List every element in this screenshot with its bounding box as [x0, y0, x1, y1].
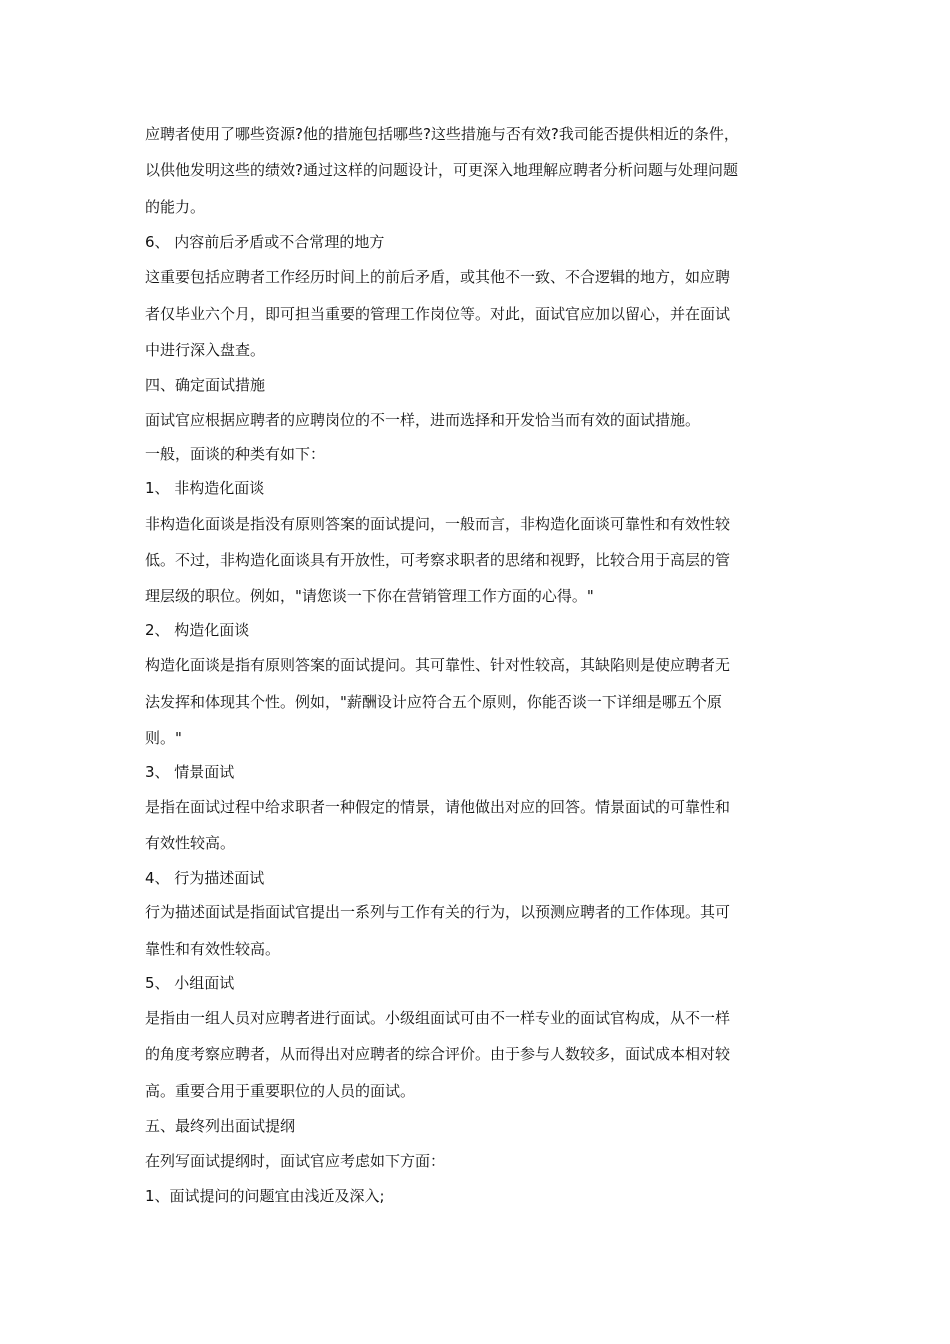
body-line: 行为描述面试是指面试官提出一系列与工作有关的行为，以预测应聘者的工作体现。其可	[145, 903, 731, 921]
body-line: 应聘者使用了哪些资源?他的措施包括哪些?这些措施与否有效?我司能否提供相近的条件，	[145, 125, 739, 143]
body-line: 1、面试提问的问题宜由浅近及深入;	[145, 1187, 385, 1205]
body-line: 高。重要合用于重要职位的人员的面试。	[145, 1082, 416, 1100]
body-line: 则。"	[145, 729, 182, 747]
body-line: 中进行深入盘查。	[145, 341, 266, 359]
body-line: 的角度考察应聘者，从而得出对应聘者的综合评价。由于参与人数较多，面试成本相对较	[145, 1045, 731, 1063]
body-line: 面试官应根据应聘者的应聘岗位的不一样，进而选择和开发恰当而有效的面试措施。	[145, 411, 701, 429]
body-line: 靠性和有效性较高。	[145, 940, 281, 958]
section-heading: 四、确定面试措施	[145, 376, 266, 394]
body-line: 有效性较高。	[145, 834, 236, 852]
body-line: 理层级的职位。例如，"请您谈一下你在营销管理工作方面的心得。"	[145, 587, 594, 605]
section-heading: 1、 非构造化面谈	[145, 479, 265, 497]
section-heading: 5、 小组面试	[145, 974, 235, 992]
section-heading: 3、 情景面试	[145, 763, 235, 781]
section-heading: 五、最终列出面试提纲	[145, 1117, 296, 1135]
section-heading: 4、 行为描述面试	[145, 869, 265, 887]
body-line: 是指由一组人员对应聘者进行面试。小级组面试可由不一样专业的面试官构成，从不一样	[145, 1009, 731, 1027]
body-line: 以供他发明这些的绩效?通过这样的问题设计，可更深入地理解应聘者分析问题与处理问题	[145, 161, 738, 179]
body-line: 一般，面谈的种类有如下：	[145, 445, 326, 463]
body-line: 低。不过，非构造化面谈具有开放性，可考察求职者的思绪和视野，比较合用于高层的管	[145, 551, 731, 569]
body-line: 这重要包括应聘者工作经历时间上的前后矛盾，或其他不一致、不合逻辑的地方，如应聘	[145, 268, 731, 286]
section-heading: 6、 内容前后矛盾或不合常理的地方	[145, 233, 385, 251]
body-line: 构造化面谈是指有原则答案的面试提问。其可靠性、针对性较高，其缺陷则是使应聘者无	[145, 656, 731, 674]
body-line: 法发挥和体现其个性。例如，"薪酬设计应符合五个原则，你能否谈一下详细是哪五个原	[145, 693, 722, 711]
body-line: 是指在面试过程中给求职者一种假定的情景，请他做出对应的回答。情景面试的可靠性和	[145, 798, 731, 816]
body-line: 在列写面试提纲时，面试官应考虑如下方面：	[145, 1152, 446, 1170]
section-heading: 2、 构造化面谈	[145, 621, 250, 639]
body-line: 者仅毕业六个月，即可担当重要的管理工作岗位等。对此，面试官应加以留心，并在面试	[145, 305, 731, 323]
body-line: 非构造化面谈是指没有原则答案的面试提问，一般而言，非构造化面谈可靠性和有效性较	[145, 515, 731, 533]
body-line: 的能力。	[145, 198, 206, 216]
